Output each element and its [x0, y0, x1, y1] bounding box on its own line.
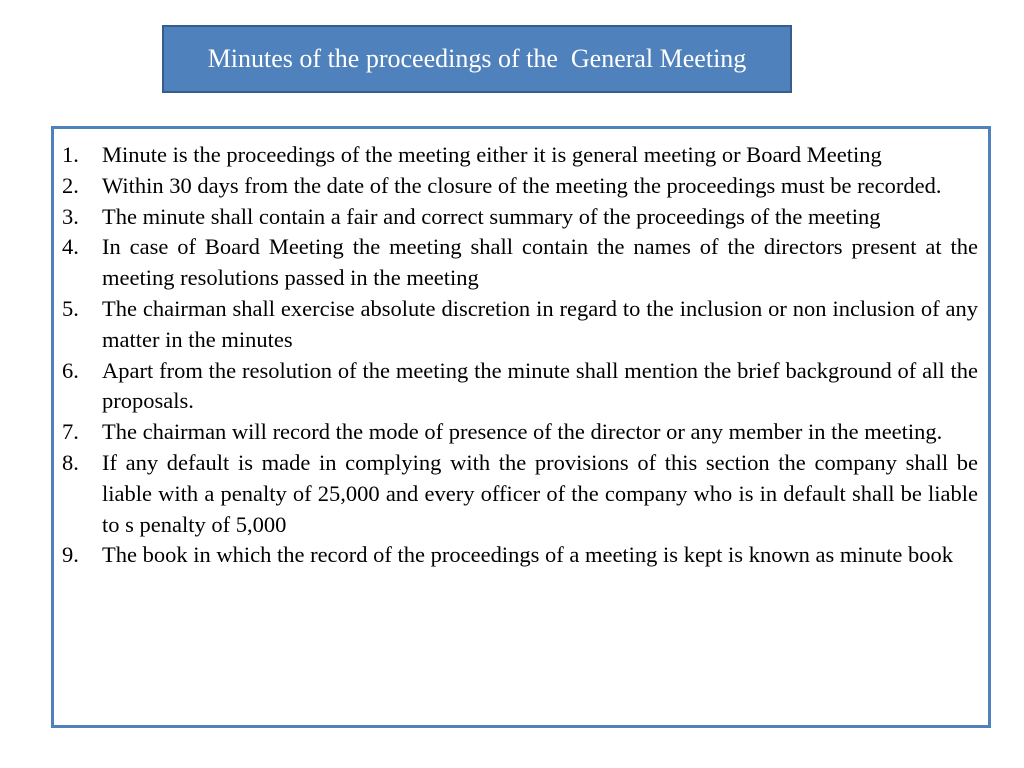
content-panel — [51, 126, 991, 728]
list-item — [62, 171, 978, 202]
list-item-text: In case of Board Meeting the meeting shall contain the names of the directors present at the meeting resolutions passed in the meeting — [102, 234, 978, 291]
list-item — [62, 202, 978, 233]
list-item-text: If any default is made in complying with the provisions of this section the company shall be liable with a penalty of 25,000 and every officer of the company who is in default shall be liable to s penalty of 5,000 — [102, 449, 978, 537]
list-item — [62, 540, 978, 571]
page-title: Minutes of the proceedings of the General Meeting — [207, 44, 747, 73]
list-item-number: 5. — [62, 295, 79, 321]
numbered-list — [54, 129, 988, 571]
list-item-number: 4. — [62, 234, 79, 260]
list-item-number: 6. — [62, 357, 79, 383]
list-item-number: 2. — [62, 172, 79, 198]
list-item — [62, 294, 978, 356]
list-item — [62, 140, 978, 171]
list-item-number: 9. — [62, 542, 79, 568]
list-item-text: The chairman will record the mode of presence of the director or any member in the meeting. — [102, 419, 943, 445]
list-item-text: Minute is the proceedings of the meeting either it is general meeting or Board Meeting — [102, 142, 882, 167]
list-item-text: The minute shall contain a fair and correct summary of the proceedings of the meeting — [102, 203, 881, 229]
list-item — [62, 232, 978, 294]
list-item — [62, 448, 978, 540]
list-item-number: 1. — [62, 142, 79, 167]
list-item — [62, 417, 978, 448]
list-item-text: The book in which the record of the proceedings of a meeting is kept is known as minute book — [102, 542, 954, 568]
title-banner — [162, 25, 792, 93]
list-item-text: Within 30 days from the date of the closure of the meeting the proceedings must be recorded. — [102, 172, 942, 198]
list-item-number: 8. — [62, 449, 79, 475]
list-item-text: The chairman shall exercise absolute discretion in regard to the inclusion or non inclusion of any matter in the minutes — [102, 295, 978, 352]
list-item-number: 3. — [62, 203, 79, 229]
list-item-text: Apart from the resolution of the meeting the minute shall mention the brief background of all the proposals. — [102, 357, 978, 414]
list-item-number: 7. — [62, 419, 79, 445]
list-item — [62, 356, 978, 418]
